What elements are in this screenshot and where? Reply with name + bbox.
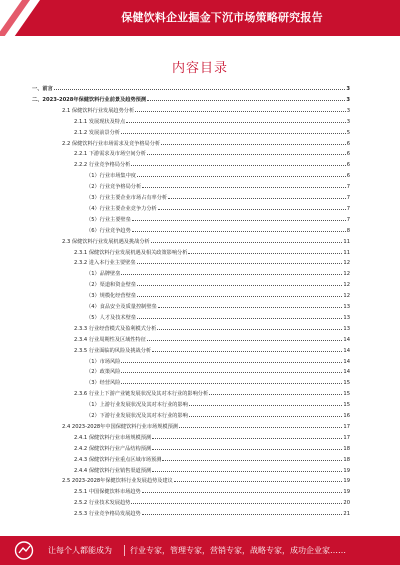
toc-entry[interactable]	[74, 488, 350, 496]
toc-entry-page: 15	[343, 380, 350, 387]
toc-entry[interactable]	[86, 368, 350, 376]
toc-entry[interactable]	[86, 270, 350, 278]
toc-entry-title: 2.5 2023-2028年保健饮料行业发展趋势及建议	[62, 478, 173, 485]
toc-entry-title: 2.5.1 中国保健饮料市场趋势	[74, 489, 141, 496]
toc-entry[interactable]	[74, 499, 350, 507]
toc-leader-dots	[161, 144, 346, 145]
toc-leader-dots	[135, 111, 346, 112]
toc-entry-page: 19	[343, 489, 350, 496]
toc-entry-page: 14	[343, 347, 350, 354]
toc-entry-page: 11	[343, 249, 350, 256]
toc-leader-dots	[152, 449, 342, 450]
toc-entry-title: 2.2 保健饮料行业市场需求及竞争格局分析	[62, 140, 161, 147]
toc-entry-title: 2.3.2 进入本行业主要壁垒	[74, 260, 136, 267]
toc-entry[interactable]	[74, 161, 350, 169]
toc-entry-page: 13	[343, 304, 350, 310]
toc-entry-page: 6	[346, 162, 350, 169]
toc-leader-dots	[142, 514, 343, 515]
toc-entry-page: 18	[343, 456, 350, 463]
toc-entry-page: 11	[343, 238, 350, 245]
toc-entry-title: 2.3.5 行业面临的风险及挑战分析	[74, 347, 152, 354]
toc-entry-title: （2）行业竞争格局分析	[86, 184, 142, 191]
toc-entry[interactable]	[74, 434, 350, 442]
toc-entry[interactable]	[86, 172, 350, 180]
toc-entry-title: 二、2023-2028年保健饮料行业前景及趋势预测	[32, 96, 147, 103]
toc-entry-title: 2.4.2 保健饮料行业产品结构预测	[74, 445, 152, 452]
toc-entry[interactable]	[74, 336, 350, 344]
toc-entry-title: 2.3.1 保健饮料行业发展机遇及相关政策影响分析	[74, 249, 188, 256]
toc-entry-title: （2）下游行业发展状况及其对本行业的影响	[86, 413, 188, 419]
toc-entry-page: 6	[346, 173, 350, 180]
toc-leader-dots	[131, 165, 345, 166]
toc-entry-title: 2.2.1 下游需求及市场空间分析	[74, 151, 146, 158]
report-header	[0, 0, 400, 36]
toc-leader-dots	[174, 481, 343, 482]
toc-entry-title: 2.5.3 行业竞争格局发展趋势	[74, 511, 141, 518]
toc-entry-page: 7	[346, 195, 350, 201]
toc-entry[interactable]	[74, 259, 350, 267]
toc-entry-page: 19	[343, 478, 350, 485]
toc-entry-page: 14	[343, 336, 350, 343]
toc-leader-dots	[137, 263, 343, 264]
toc-entry-page: 7	[346, 216, 350, 223]
toc-leader-dots	[147, 340, 342, 341]
toc-entry[interactable]	[86, 303, 350, 311]
toc-entry-title: 2.3.6 行业上下游产业链发展状况及其对本行业的影响分析	[74, 391, 209, 398]
toc-entry[interactable]	[86, 379, 350, 387]
toc-leader-dots	[158, 307, 343, 308]
toc-leader-dots	[157, 329, 342, 330]
toc-entry-title: 2.4.3 保健饮料行业重点区域市场预测	[74, 456, 162, 463]
toc-entry-title: （4）行业主要企业竞争力分析	[86, 205, 157, 212]
toc-leader-dots	[147, 100, 345, 101]
toc-leader-dots	[132, 231, 346, 232]
toc-entry-page: 13	[343, 325, 350, 332]
toc-entry-page: 17	[343, 423, 350, 430]
toc-entry-title: 2.4.1 保健饮料行业市场规模预测	[74, 434, 152, 441]
toc-entry-page: 6	[346, 151, 350, 158]
toc-entry-page: 21	[343, 511, 350, 518]
toc-leader-dots	[188, 253, 342, 254]
toc-entry-page: 19	[343, 467, 350, 474]
toc-leader-dots	[152, 351, 342, 352]
toc-entry-page: 3	[346, 96, 350, 103]
toc-entry[interactable]	[86, 401, 350, 409]
toc-leader-dots	[137, 296, 342, 297]
toc-leader-dots	[54, 89, 346, 90]
toc-entry-page: 13	[343, 314, 350, 321]
toc-entry-title: （5）行业主要壁垒	[86, 216, 131, 223]
toc-entry[interactable]	[74, 510, 350, 518]
toc-leader-dots	[121, 362, 342, 363]
toc-entry-title: 2.3.3 行业经营模式及盈利模式分析	[74, 325, 157, 332]
toc-entry-page: 16	[343, 413, 350, 419]
toc-entry[interactable]	[32, 85, 350, 93]
toc-leader-dots	[121, 133, 346, 134]
toc-entry-page: 7	[346, 184, 350, 191]
toc-leader-dots	[189, 416, 343, 417]
toc-leader-dots	[142, 492, 343, 493]
toc-entry-title: （5）人才及技术壁垒	[86, 314, 136, 321]
toc-entry-title: 2.5.2 行业技术发展趋势	[74, 500, 131, 507]
toc-entry[interactable]	[62, 107, 350, 115]
toc-entry-title: 2.4.4 保健饮料行业销售渠道预测	[74, 467, 152, 474]
toc-entry[interactable]	[62, 238, 350, 246]
toc-entry-page: 14	[343, 369, 350, 376]
toc-entry[interactable]	[86, 412, 350, 420]
toc-entry-title: （6）行业竞争趋势	[86, 227, 131, 234]
toc-entry-title: 2.1.2 发展前景分析	[74, 129, 120, 136]
footer-slogan: 让每个人都能成为	[48, 546, 112, 555]
toc-entry[interactable]	[86, 216, 350, 224]
toc-entry-title: 一、前言	[32, 86, 53, 92]
toc-leader-dots	[132, 220, 346, 221]
toc-entry-title: （1）行业市场集中度	[86, 173, 136, 180]
toc-entry-page: 20	[343, 500, 350, 507]
toc-entry[interactable]	[86, 227, 350, 235]
toc-entry[interactable]	[74, 118, 350, 126]
report-footer	[0, 536, 400, 565]
toc-entry[interactable]	[74, 456, 350, 464]
toc-leader-dots	[131, 503, 342, 504]
toc-entry-title: 2.2.2 行业竞争格局分析	[74, 162, 131, 169]
toc-entry-page: 15	[343, 402, 350, 409]
toc-entry-title: （4）食品安全及质量控制壁垒	[86, 304, 157, 310]
toc-entry-page: 15	[343, 391, 350, 398]
toc-entry[interactable]	[86, 194, 350, 202]
toc-entry[interactable]	[86, 292, 350, 300]
toc-entry[interactable]	[62, 140, 350, 148]
toc-leader-dots	[121, 372, 342, 373]
toc-leader-dots	[142, 187, 346, 188]
toc-leader-dots	[152, 438, 342, 439]
toc-entry-title: （3）行业主要企业市场占有率分析	[86, 195, 168, 201]
footer-logo-icon	[12, 540, 36, 561]
toc-entry-page: 8	[346, 227, 350, 234]
toc-entry-page: 12	[343, 293, 350, 300]
footer-divider	[124, 545, 125, 556]
toc-entry[interactable]	[32, 96, 350, 104]
toc-entry-page: 3	[346, 86, 350, 92]
toc-entry[interactable]	[86, 281, 350, 289]
toc-entry-page: 5	[346, 129, 350, 136]
toc-heading: 内容目录	[171, 61, 228, 76]
toc-leader-dots	[152, 471, 342, 472]
toc-leader-dots	[179, 427, 342, 428]
toc-entry-title: （2）渠道和资金壁垒	[86, 282, 136, 289]
toc-leader-dots	[137, 285, 342, 286]
footer-tagline: 行业专家，管理专家，营销专家，战略专家，成功企业家……	[130, 546, 346, 555]
toc-leader-dots	[126, 122, 346, 123]
toc-entry-title: （3）经营风险	[86, 380, 121, 387]
toc-entry-title: 2.1.1 发展现状及特点	[74, 118, 126, 125]
toc-entry-title: （3）规模化经营壁垒	[86, 293, 136, 300]
toc-entry[interactable]	[74, 325, 350, 333]
toc-entry[interactable]	[74, 390, 350, 398]
toc-entry-page: 12	[343, 271, 350, 278]
toc-entry[interactable]	[62, 423, 350, 431]
toc-entry-title: 2.3 保健饮料行业发展机遇及挑战分析	[62, 238, 150, 245]
toc-entry-page: 17	[343, 434, 350, 441]
toc-entry[interactable]	[86, 358, 350, 366]
toc-entry[interactable]	[74, 467, 350, 475]
toc-entry-title: （1）上游行业发展状况及其对本行业的影响	[86, 402, 188, 409]
report-title: 保健饮料企业掘金下沉市场策略研究报告	[121, 11, 323, 24]
toc-entry-page: 3	[346, 107, 350, 114]
toc-entry[interactable]	[74, 445, 350, 453]
toc-entry-page: 7	[346, 205, 350, 212]
toc-leader-dots	[137, 318, 342, 319]
toc-leader-dots	[151, 242, 343, 243]
toc-entry[interactable]	[74, 347, 350, 355]
toc-entry-page: 3	[346, 118, 350, 125]
toc-entry[interactable]	[74, 150, 350, 158]
toc-leader-dots	[121, 383, 342, 384]
toc-leader-dots	[189, 405, 343, 406]
toc-leader-dots	[147, 154, 346, 155]
toc-entry-title: 2.1 保健饮料行业发展趋势分析	[62, 107, 135, 114]
toc-entry-page: 6	[346, 140, 350, 147]
toc-leader-dots	[168, 198, 346, 199]
toc-leader-dots	[158, 209, 346, 210]
toc-entry[interactable]	[74, 249, 350, 257]
toc-entry-title: 2.3.4 行业周期性及区域性特征	[74, 336, 146, 343]
toc-entry-page: 12	[343, 282, 350, 289]
toc-leader-dots	[137, 176, 346, 177]
toc-leader-dots	[209, 394, 342, 395]
toc-entry-title: （1）品牌壁垒	[86, 271, 121, 278]
toc-entry[interactable]	[62, 477, 350, 485]
toc-entry[interactable]	[86, 205, 350, 213]
toc-entry[interactable]	[74, 129, 350, 137]
toc-entry-page: 18	[343, 445, 350, 452]
toc-leader-dots	[162, 460, 342, 461]
toc-entry-title: 2.4 2023-2028年中国保健饮料行业市场规模预测	[62, 423, 178, 430]
toc-entry-title: （2）政策风险	[86, 369, 121, 376]
toc-leader-dots	[121, 274, 342, 275]
toc-entry[interactable]	[86, 183, 350, 191]
toc-entry[interactable]	[86, 314, 350, 322]
toc-entry-page: 12	[343, 260, 350, 267]
toc-entry-title: （1）市场风险	[86, 358, 121, 365]
toc-entry-page: 14	[343, 358, 350, 365]
